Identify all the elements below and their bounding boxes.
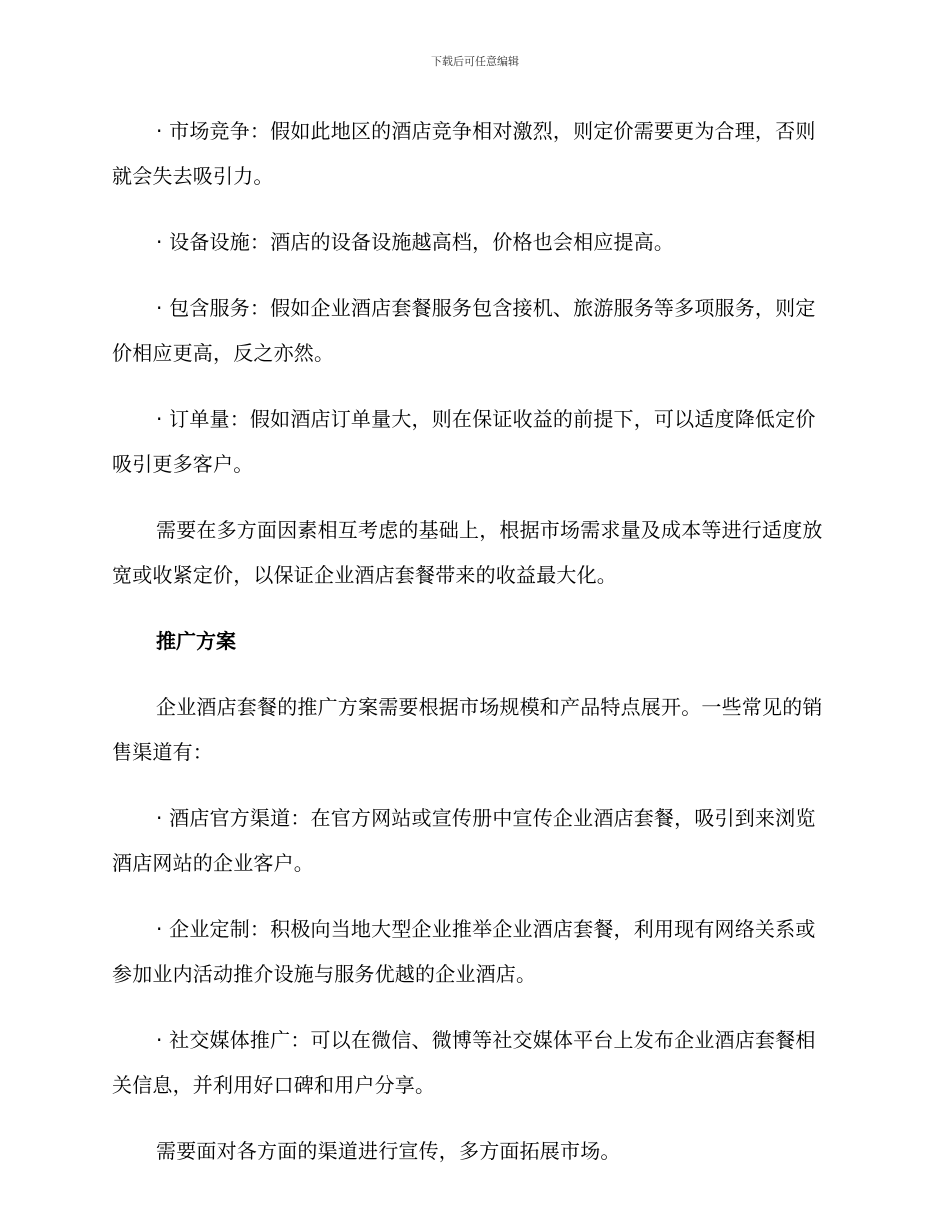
bullet-official-channel: · 酒店官方渠道：在官方网站或宣传册中宣传企业酒店套餐，吸引到来浏览酒店网站的企业客户。 <box>112 806 816 875</box>
bullet-order-volume: · 订单量：假如酒店订单量大，则在保证收益的前提下，可以适度降低定价吸引更多客户。 <box>112 407 816 476</box>
promotion-intro-paragraph: 企业酒店套餐的推广方案需要根据市场规模和产品特点展开。一些常见的销售渠道有： <box>112 695 823 764</box>
bullet-included-services: · 包含服务：假如企业酒店套餐服务包含接机、旅游服务等多项服务，则定价相应更高，反之亦然。 <box>112 296 816 365</box>
bullet-social-media: · 社交媒体推广：可以在微信、微博等社交媒体平台上发布企业酒店套餐相关信息，并利用好口碑和用户分享。 <box>112 1028 816 1097</box>
pricing-summary-paragraph: 需要在多方面因素相互考虑的基础上，根据市场需求量及成本等进行适度放宽或收紧定价，以保证企业酒店套餐带来的收益最大化。 <box>112 518 823 587</box>
section-heading-promotion: 推广方案 <box>156 629 236 653</box>
promotion-summary-paragraph: 需要面对各方面的渠道进行宣传，多方面拓展市场。 <box>156 1139 621 1163</box>
document-body <box>112 109 832 1195</box>
page-header: 下载后可任意编辑 <box>431 55 519 68</box>
bullet-market-competition: · 市场竞争：假如此地区的酒店竞争相对激烈，则定价需要更为合理，否则就会失去吸引力。 <box>112 119 816 188</box>
bullet-equipment-facilities: · 设备设施：酒店的设备设施越高档，价格也会相应提高。 <box>156 230 675 254</box>
bullet-enterprise-customization: · 企业定制：积极向当地大型企业推举企业酒店套餐，利用现有网络关系或参加业内活动推介设施与服务优越的企业酒店。 <box>112 917 816 986</box>
